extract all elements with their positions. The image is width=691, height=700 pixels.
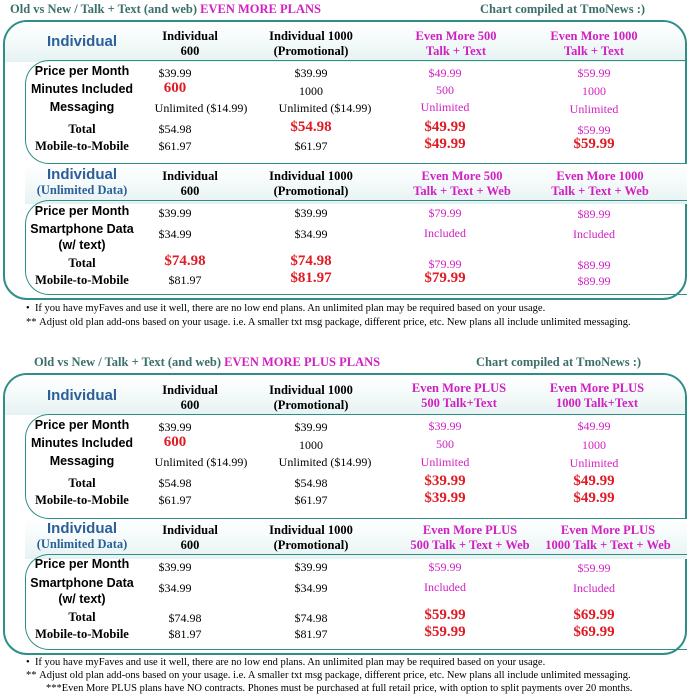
cell: Unlimited ($14.99) [154,455,248,469]
cell: $54.98 [294,476,328,490]
cell: $69.99 [573,607,615,623]
cell: $49.99 [577,419,611,433]
cell: $81.97 [290,270,332,286]
row-label: Price per Month [34,557,130,571]
row-label: Minutes Included [30,436,134,450]
cell: $61.97 [294,493,328,507]
cell: $74.98 [290,253,332,269]
cell: 600 [163,80,187,96]
header-text: Old vs New / Talk + Text (and web) [10,2,198,16]
col-header: Individual 600 [162,29,218,58]
row-label: Smartphone Data (w/ text) [30,222,134,252]
cell: $59.99 [428,560,462,574]
cell: Included [573,227,615,241]
table-title: Individual [46,166,117,183]
cell: 500 [436,437,454,451]
cell: 1000 [582,84,606,98]
col-header: Even More PLUS 500 Talk + Text + Web [410,523,530,552]
col-header: Individual 1000 (Promotional) [269,523,353,552]
cell: $39.99 [294,206,328,220]
header-highlight: EVEN MORE PLANS [200,2,321,16]
row-label: Total [68,610,96,624]
col-header: Individual 1000 (Promotional) [269,29,353,58]
cell: $59.99 [424,624,466,640]
col-header: Individual 1000 (Promotional) [269,169,353,198]
cell: $59.99 [573,136,615,152]
cell: $59.99 [577,561,611,575]
cell: Unlimited ($14.99) [278,455,372,469]
col-header: Individual 600 [162,383,218,412]
cell: Included [573,581,615,595]
row-label: Mobile-to-Mobile [35,273,129,287]
col-header: Even More 500 Talk + Text [415,29,497,58]
cell: Included [424,226,466,240]
row-label: Price per Month [34,418,130,432]
row-label: Mobile-to-Mobile [35,139,129,153]
cell: $39.99 [424,473,466,489]
cell: $49.99 [424,119,466,135]
cell: $89.99 [577,274,611,288]
row-label: Messaging [49,454,115,468]
cell: $34.99 [294,227,328,241]
footnote: ***Even More PLUS plans have NO contracts. Phones must be purchased at full retail price, with option to split payments over 20 months. [46,683,633,694]
cell: $74.98 [168,611,202,625]
cell: Unlimited ($14.99) [154,101,248,115]
cell: $61.97 [158,493,192,507]
cell: $54.98 [290,119,332,135]
cell: $49.99 [424,136,466,152]
cell: $59.99 [424,607,466,623]
cell: $39.99 [294,420,328,434]
col-header: Even More 1000 Talk + Text + Web [551,169,649,198]
cell: $39.99 [428,419,462,433]
table-subtitle: (Unlimited Data) [36,183,128,197]
col-header: Even More PLUS 1000 Talk + Text + Web [545,523,671,552]
cell: 600 [163,434,187,450]
cell: $49.99 [573,473,615,489]
cell: $79.99 [428,206,462,220]
credit-text: Chart compiled at TmoNews :) [476,355,642,369]
cell: 500 [436,83,454,97]
cell: $54.98 [158,122,192,136]
cell: $74.98 [294,611,328,625]
header-highlight: EVEN MORE PLUS [224,355,336,369]
cell: Unlimited [569,456,619,470]
col-header: Individual 1000 (Promotional) [269,383,353,412]
row-label: Price per Month [34,204,130,218]
col-header: Even More PLUS 500 Talk+Text [411,381,507,410]
table-subtitle: (Unlimited Data) [36,537,128,551]
header-highlight-suffix: PLANS [339,355,381,369]
col-header: Individual 600 [162,523,218,552]
footnote: ** Adjust old plan add-ons based on your usage. i.e. A smaller txt msg package, different price, etc. New plans all include unlimited messaging. [26,317,631,328]
row-label: Price per Month [34,64,130,78]
cell: $39.99 [294,560,328,574]
row-label: Mobile-to-Mobile [35,493,129,507]
col-header: Even More PLUS 1000 Talk+Text [549,381,645,410]
cell: Unlimited [420,455,470,469]
cell: $34.99 [158,581,192,595]
col-header: Even More 500 Talk + Text + Web [413,169,511,198]
cell: $39.99 [424,490,466,506]
cell: $59.99 [577,123,611,137]
table-title: Individual [46,387,117,404]
cell: $49.99 [573,490,615,506]
section-2-header [34,355,380,370]
cell: 1000 [299,438,323,452]
cell: $34.99 [294,581,328,595]
row-label: Minutes Included [30,82,134,96]
section-1-header [10,2,321,17]
cell: $49.99 [428,66,462,80]
row-label: Total [68,476,96,490]
cell: $39.99 [158,420,192,434]
cell: $34.99 [158,227,192,241]
cell: $61.97 [158,139,192,153]
cell: 1000 [582,438,606,452]
cell: $39.99 [294,66,328,80]
cell: Included [424,580,466,594]
row-label: Mobile-to-Mobile [35,627,129,641]
footnote: ** Adjust old plan add-ons based on your usage. i.e. A smaller txt msg package, different price, etc. New plans all include unlimited messaging. [26,670,631,681]
cell: $59.99 [577,66,611,80]
cell: $81.97 [168,627,202,641]
cell: Unlimited [569,102,619,116]
cell: $74.98 [164,253,206,269]
cell: $79.99 [428,257,462,271]
header-text: Old vs New / Talk + Text (and web) [34,355,222,369]
credit-text: Chart compiled at TmoNews :) [480,2,646,16]
cell: $39.99 [158,206,192,220]
cell: Unlimited [420,100,470,114]
cell: $54.98 [158,476,192,490]
row-label: Total [68,256,96,270]
table-title: Individual [46,33,117,50]
row-label: Total [68,122,96,136]
col-header: Even More 1000 Talk + Text [550,29,638,58]
cell: $81.97 [168,273,202,287]
row-label: Messaging [49,100,115,114]
footnote: • If you have myFaves and use it well, there are no low end plans. An unlimited plan may be required based on your usage. [26,303,546,314]
cell: $89.99 [577,258,611,272]
col-header: Individual 600 [162,169,218,198]
cell: $79.99 [424,270,466,286]
cell: $89.99 [577,207,611,221]
cell: Unlimited ($14.99) [278,101,372,115]
table-title: Individual [46,520,117,537]
footnote: • If you have myFaves and use it well, there are no low end plans. An unlimited plan may be required based on your usage. [26,657,546,668]
cell: $39.99 [158,560,192,574]
cell: $81.97 [294,627,328,641]
cell: $61.97 [294,139,328,153]
row-label: Smartphone Data (w/ text) [30,576,134,606]
cell: $39.99 [158,66,192,80]
cell: 1000 [299,84,323,98]
cell: $69.99 [573,624,615,640]
